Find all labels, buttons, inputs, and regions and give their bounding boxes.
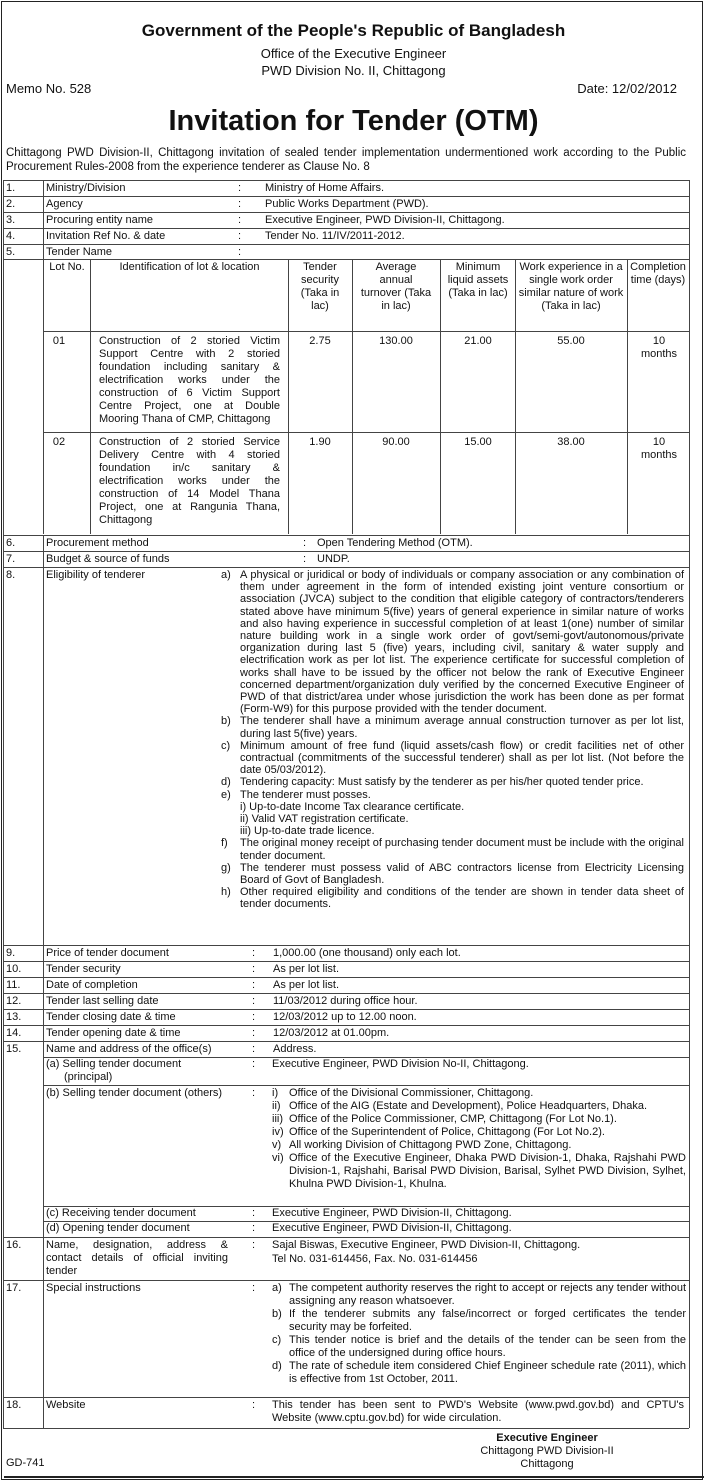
colon: : bbox=[238, 246, 242, 258]
item-row bbox=[3, 1025, 689, 1039]
office-text: Office of the Divisional Commissioner, Chittagong. bbox=[289, 1087, 534, 1099]
office-value: Executive Engineer, PWD Division No-II, Chittagong. bbox=[272, 1058, 529, 1070]
office-text: Office of the Police Commissioner, CMP, Chittagong (For Lot No.1). bbox=[289, 1113, 617, 1125]
special-text: The competent authority reserves the right to accept or rejects any tender without assigning any reason whatsoever. bbox=[289, 1282, 686, 1307]
item-value: Address. bbox=[273, 1043, 317, 1055]
item-row bbox=[3, 196, 689, 210]
item-label: Name and address of the office(s) bbox=[46, 1043, 212, 1055]
lot-description: Construction of 2 storied Service Delivery Centre with 4 storied foundation in/c sanitary & electrification works under the construction of 14 Model Thana Project, one at Rangunia Thana, Chittagong bbox=[99, 436, 280, 526]
special-key: c) bbox=[272, 1334, 282, 1346]
item-number: 13. bbox=[6, 1011, 22, 1023]
colon: : bbox=[252, 1087, 256, 1099]
lot-completion-time: 10 months bbox=[640, 436, 678, 461]
item-label: Procurement method bbox=[46, 537, 149, 549]
colon: : bbox=[252, 1399, 256, 1411]
item-label: Special instructions bbox=[46, 1282, 141, 1294]
item-label: Tender last selling date bbox=[46, 995, 159, 1007]
lot-turnover: 130.00 bbox=[379, 335, 413, 347]
item-label: Procuring entity name bbox=[46, 214, 153, 226]
eligibility-text: Tendering capacity: Must satisfy by the tenderer as per his/her quoted tender price. bbox=[240, 776, 644, 789]
gd-code: GD-741 bbox=[6, 1457, 45, 1469]
special-text: This tender notice is brief and the details of the tender can be seen from the office of the undersigned during office hours. bbox=[289, 1334, 686, 1359]
table-border bbox=[43, 535, 44, 1428]
item-value: 12/03/2012 up to 12.00 noon. bbox=[273, 1011, 417, 1023]
lot-row-divider bbox=[43, 331, 689, 332]
lot-completion-time: 10 months bbox=[640, 335, 678, 360]
item-value: As per lot list. bbox=[273, 963, 340, 975]
signature-division: Chittagong PWD Division-II bbox=[480, 1445, 614, 1457]
item-value: 12/03/2012 at 01.00pm. bbox=[273, 1027, 390, 1039]
office-key: iv) bbox=[272, 1126, 284, 1138]
item-label: Tender security bbox=[46, 963, 121, 975]
lot-no-header: Lot No. bbox=[49, 261, 85, 273]
special-item bbox=[272, 1282, 686, 1308]
office-item bbox=[272, 1126, 686, 1139]
eligibility-item: h) Other required eligibility and conditions of the tender are shown in tender data sheet of tender documents. bbox=[221, 886, 684, 911]
colon: : bbox=[238, 198, 242, 210]
table-border bbox=[689, 180, 690, 1428]
office-key: i) bbox=[272, 1087, 279, 1099]
item-row bbox=[3, 244, 689, 258]
item-row bbox=[3, 535, 689, 550]
lot-description: Construction of 2 storied Victim Support Centre with 2 storied foundation including sanitary & electrification works under the construction of 6 Victim Support Centre Project, one at Double Mooring Thana of CMP, Chittagong bbox=[99, 335, 280, 425]
tender-security-header: Tender security (Taka in lac) bbox=[300, 261, 340, 312]
item-number: 3. bbox=[6, 214, 16, 226]
lot-number: 02 bbox=[52, 436, 66, 448]
item-number: 15. bbox=[6, 1043, 22, 1055]
office-text: Office of the Superintendent of Police, Chittagong (For Lot No.2). bbox=[289, 1126, 605, 1138]
office-text: Office of the Executive Engineer, Dhaka PWD Division-1, Dhaka, Rajshahi PWD Division-1, Rajshahi, Barisal PWD Division, Barisal, Sylhet PWD Division, Sylhet, Khulna PWD Division-1, Khulna. bbox=[289, 1152, 686, 1190]
row-line bbox=[3, 1428, 689, 1429]
special-text: If the tenderer submits any false/incorrect or forged certificates the tender security may be forfeited. bbox=[289, 1308, 686, 1333]
item-label: Eligibility of tenderer bbox=[46, 569, 146, 581]
eligibility-list bbox=[218, 569, 684, 911]
colon: : bbox=[252, 1011, 256, 1023]
item-label: Website bbox=[46, 1399, 86, 1411]
eligibility-item: d) Tendering capacity: Must satisfy by the tenderer as per his/her quoted tender price. bbox=[218, 776, 684, 788]
office-label: (c) Receiving tender document bbox=[46, 1207, 196, 1219]
office-label: (a) Selling tender document bbox=[46, 1058, 182, 1070]
lot-liquid-assets: 21.00 bbox=[464, 335, 492, 347]
office-key: iii) bbox=[272, 1113, 283, 1125]
memo-number: Memo No. 528 bbox=[6, 81, 92, 96]
item-number: 10. bbox=[6, 963, 22, 975]
colon: : bbox=[252, 963, 256, 975]
office-label: (d) Opening tender document bbox=[46, 1222, 190, 1234]
item-value: Ministry of Home Affairs. bbox=[265, 182, 384, 194]
item-value: Public Works Department (PWD). bbox=[265, 198, 429, 210]
item-row bbox=[3, 228, 689, 242]
colon: : bbox=[238, 230, 242, 242]
special-list bbox=[272, 1282, 686, 1386]
item-number: 17. bbox=[6, 1282, 22, 1294]
item-row bbox=[3, 180, 689, 194]
item-number: 18. bbox=[6, 1399, 22, 1411]
item-row bbox=[3, 993, 689, 1007]
item-row bbox=[3, 1009, 689, 1023]
item-label: Tender Name bbox=[46, 246, 113, 258]
item-row bbox=[3, 212, 689, 226]
lot-header-line bbox=[3, 259, 689, 260]
item-label: Price of tender document bbox=[46, 947, 169, 959]
item-label: Invitation Ref No. & date bbox=[46, 230, 166, 242]
eligibility-subitem: ii) Valid VAT registration certificate. bbox=[240, 813, 409, 826]
website-text: This tender has been sent to PWD's Website (www.pwd.gov.bd) and CPTU's Website (www.cptu.gov.bd) for wide circulation. bbox=[272, 1399, 684, 1424]
colon: : bbox=[252, 1207, 256, 1219]
item-number: 16. bbox=[6, 1239, 22, 1251]
colon: : bbox=[252, 1058, 256, 1070]
colon: : bbox=[252, 1282, 256, 1294]
special-key: d) bbox=[272, 1360, 282, 1372]
notice-date: Date: 12/02/2012 bbox=[577, 81, 677, 96]
office-value: Executive Engineer, PWD Division-II, Chittagong. bbox=[272, 1207, 512, 1219]
item-label: Agency bbox=[46, 198, 83, 210]
colon: : bbox=[252, 1043, 256, 1055]
item-value: Open Tendering Method (OTM). bbox=[317, 537, 473, 549]
lot-security: 2.75 bbox=[309, 335, 331, 347]
office-heading: Office of the Executive Engineer bbox=[260, 46, 447, 61]
government-heading: Government of the People's Republic of Bangladesh bbox=[141, 21, 566, 40]
item-value: As per lot list. bbox=[273, 979, 340, 991]
row-line bbox=[43, 1085, 689, 1086]
colon: : bbox=[303, 537, 307, 549]
office-item bbox=[272, 1139, 686, 1152]
intro-paragraph: Chittagong PWD Division-II, Chittagong invitation of sealed tender implementation undermentioned work according to the Public Procurement Rules-2008 from the experience tenderer as Clause No. 8 bbox=[6, 147, 686, 173]
eligibility-text: A physical or juridical or body of individuals or company association or any combination of them under agreement in the form of intended existing joint venture consortium or association (JVCA) subject to the condition that eligible category of contractors/tenderers stated above have minimum 5(five) years of general experience in similar nature of works and also having experience in successful completion of at least 1(one) number of similar nature building work in a single work order of govt/semi-govt/autonomous/private organization during last 5 (five) years, including civil, sanitary & water supply and electrification work as per lot list. The experience certificate for successful completion of works shall have to be issued by the officer not below the rank of Executive Engineer concerned department/organization duly verified by the concerned Executive Engineer of PWD of that district/area under whose jurisdiction the work has been done as per format (Form-W9) for this purpose provided with the tender document. bbox=[240, 569, 684, 716]
eligibility-text: The tenderer shall have a minimum average annual construction turnover as per lot list, during last 5(five) years. bbox=[240, 715, 684, 740]
item-label: Date of completion bbox=[46, 979, 138, 991]
lot-security: 1.90 bbox=[309, 436, 331, 448]
office-label: (principal) bbox=[64, 1071, 113, 1083]
lot-identification-header: Identification of lot & location bbox=[119, 261, 260, 273]
eligibility-section bbox=[3, 567, 689, 581]
item-label: Ministry/Division bbox=[46, 182, 126, 194]
eligibility-text: The original money receipt of purchasing tender document must be include with the original tender document. bbox=[240, 837, 684, 862]
table-border bbox=[43, 180, 44, 259]
official-label: Name, designation, address & contact details of official inviting tender bbox=[46, 1239, 228, 1277]
item-number: 9. bbox=[6, 947, 16, 959]
colon: : bbox=[238, 182, 242, 194]
special-key: b) bbox=[272, 1308, 282, 1320]
official-name: Sajal Biswas, Executive Engineer, PWD Division-II, Chittagong. bbox=[272, 1239, 581, 1251]
item-value: Executive Engineer, PWD Division-II, Chittagong. bbox=[265, 214, 505, 226]
office-key: vi) bbox=[272, 1152, 284, 1164]
lot-experience: 55.00 bbox=[557, 335, 585, 347]
lot-number: 01 bbox=[52, 335, 66, 347]
item-row bbox=[3, 977, 689, 991]
eligibility-text: The tenderer must possess valid of ABC contractors license from Electricity Licensing Board of Govt of Bangladesh. bbox=[240, 861, 684, 887]
signature-block bbox=[447, 1432, 647, 1471]
bottom-rule bbox=[4, 1476, 704, 1482]
office-item bbox=[272, 1100, 686, 1113]
office-key: ii) bbox=[272, 1100, 281, 1112]
liquid-assets-header: Minimum liquid assets (Taka in lac) bbox=[447, 261, 509, 299]
eligibility-text: The tenderer must posses. bbox=[240, 788, 371, 801]
office-key: v) bbox=[272, 1139, 282, 1151]
office-label: (b) Selling tender document (others) bbox=[46, 1087, 223, 1099]
item-value: UNDP. bbox=[317, 553, 350, 565]
signature-city: Chittagong bbox=[520, 1458, 574, 1470]
completion-time-header: Completion time (days) bbox=[630, 261, 686, 286]
division-heading: PWD Division No. II, Chittagong bbox=[261, 63, 446, 78]
colon: : bbox=[252, 1027, 256, 1039]
item-row bbox=[3, 945, 689, 959]
item-label: Budget & source of funds bbox=[46, 553, 170, 565]
special-key: a) bbox=[272, 1282, 282, 1294]
eligibility-item: c) Minimum amount of free fund (liquid assets/cash flow) or credit facilities net of other contractual (commitments of the successful tenderer) shall as per lot list. (Not before the date 05/03/2012). bbox=[221, 739, 684, 777]
item-number: 2. bbox=[6, 198, 16, 210]
work-experience-header: Work experience in a single work order similar nature of work (Taka in lac) bbox=[518, 261, 624, 312]
office-list bbox=[272, 1087, 686, 1191]
special-text: The rate of schedule item considered Chief Engineer schedule rate (2011), which is effective from 1st October, 2011. bbox=[289, 1360, 686, 1385]
eligibility-subitem: iii) Up-to-date trade licence. bbox=[240, 825, 375, 838]
page-title: Invitation for Tender (OTM) bbox=[168, 105, 539, 137]
colon: : bbox=[303, 553, 307, 565]
item-number: 1. bbox=[6, 182, 16, 194]
item-row bbox=[3, 551, 689, 566]
table-border bbox=[3, 180, 4, 1428]
lot-row-divider bbox=[43, 432, 689, 433]
office-item bbox=[272, 1113, 686, 1126]
special-item bbox=[272, 1334, 686, 1360]
item-value: Tender No. 11/IV/2011-2012. bbox=[265, 230, 405, 242]
eligibility-item: f) The original money receipt of purchasing tender document must be include with the original tender document. bbox=[221, 837, 684, 862]
item-label: Tender closing date & time bbox=[46, 1011, 176, 1023]
item-row bbox=[3, 1041, 689, 1055]
turnover-header: Average annual turnover (Taka in lac) bbox=[360, 261, 432, 312]
item-number: 14. bbox=[6, 1027, 22, 1039]
special-section bbox=[3, 1280, 689, 1294]
eligibility-item: g) The tenderer must possess valid of ABC contractors license from Electricity Licensing Board of Govt of Bangladesh. bbox=[221, 861, 684, 887]
office-text: All working Division of Chittagong PWD Zone, Chittagong. bbox=[289, 1139, 572, 1151]
item-number: 7. bbox=[6, 553, 16, 565]
website-section bbox=[3, 1397, 689, 1411]
office-item bbox=[272, 1152, 686, 1191]
eligibility-text: Other required eligibility and conditions of the tender are shown in tender data sheet of tender documents. bbox=[240, 886, 684, 911]
eligibility-item: e) The tenderer must posses. bbox=[218, 789, 684, 801]
special-item bbox=[272, 1360, 686, 1386]
colon: : bbox=[252, 947, 256, 959]
eligibility-item: a) A physical or juridical or body of individuals or company association or any combination of them under agreement in the form of intended existing joint venture consortium or association (JVCA) subject to the condition that eligible category of contractors/tenderers stated above have minimum 5(five) years of general experience in similar nature of works and also having experience in successful completion of at least 1(one) number of similar nature building work in a single work order of govt/semi-govt/autonomous/private organization during last 5 (five) years, including civil, sanitary & water supply and electrification work as per lot list. The experience certificate for successful completion of works shall have to be issued by the officer not below the rank of Executive Engineer concerned department/organization duly verified by the concerned Executive Engineer of PWD of that district/area under whose jurisdiction the work has been done as per format (Form-W9) for this purpose provided with the tender document. bbox=[221, 569, 684, 716]
office-text: Office of the AIG (Estate and Development), Police Headquarters, Dhaka. bbox=[289, 1100, 648, 1112]
colon: : bbox=[252, 995, 256, 1007]
lot-liquid-assets: 15.00 bbox=[464, 436, 492, 448]
office-item bbox=[272, 1087, 686, 1100]
item-value: 11/03/2012 during office hour. bbox=[273, 995, 418, 1007]
item-number: 4. bbox=[6, 230, 16, 242]
item-number: 5. bbox=[6, 246, 16, 258]
lot-experience: 38.00 bbox=[557, 436, 585, 448]
office-value: Executive Engineer, PWD Division-II, Chittagong. bbox=[272, 1222, 512, 1234]
signature-title: Executive Engineer bbox=[496, 1432, 598, 1444]
colon: : bbox=[238, 214, 242, 226]
item-number: 6. bbox=[6, 537, 16, 549]
item-number: 11. bbox=[6, 979, 21, 991]
colon: : bbox=[252, 1239, 256, 1251]
special-item bbox=[272, 1308, 686, 1334]
item-row bbox=[3, 961, 689, 975]
item-number: 12. bbox=[6, 995, 22, 1007]
eligibility-text: Minimum amount of free fund (liquid assets/cash flow) or credit facilities net of other contractual (commitments of the successful tenderer) shall as per lot list. (Not before the date 05/03/2012). bbox=[240, 739, 684, 777]
item-value: 1,000.00 (one thousand) only each lot. bbox=[273, 947, 461, 959]
item-label: Tender opening date & time bbox=[46, 1027, 181, 1039]
official-contact: Tel No. 031-614456, Fax. No. 031-614456 bbox=[272, 1253, 478, 1265]
item-number: 8. bbox=[6, 569, 16, 581]
eligibility-item: b) The tenderer shall have a minimum average annual construction turnover as per lot list, during last 5(five) years. bbox=[221, 715, 684, 740]
eligibility-subitem: i) Up-to-date Income Tax clearance certificate. bbox=[240, 800, 465, 813]
colon: : bbox=[252, 1222, 256, 1234]
lot-turnover: 90.00 bbox=[382, 436, 410, 448]
colon: : bbox=[252, 979, 256, 991]
